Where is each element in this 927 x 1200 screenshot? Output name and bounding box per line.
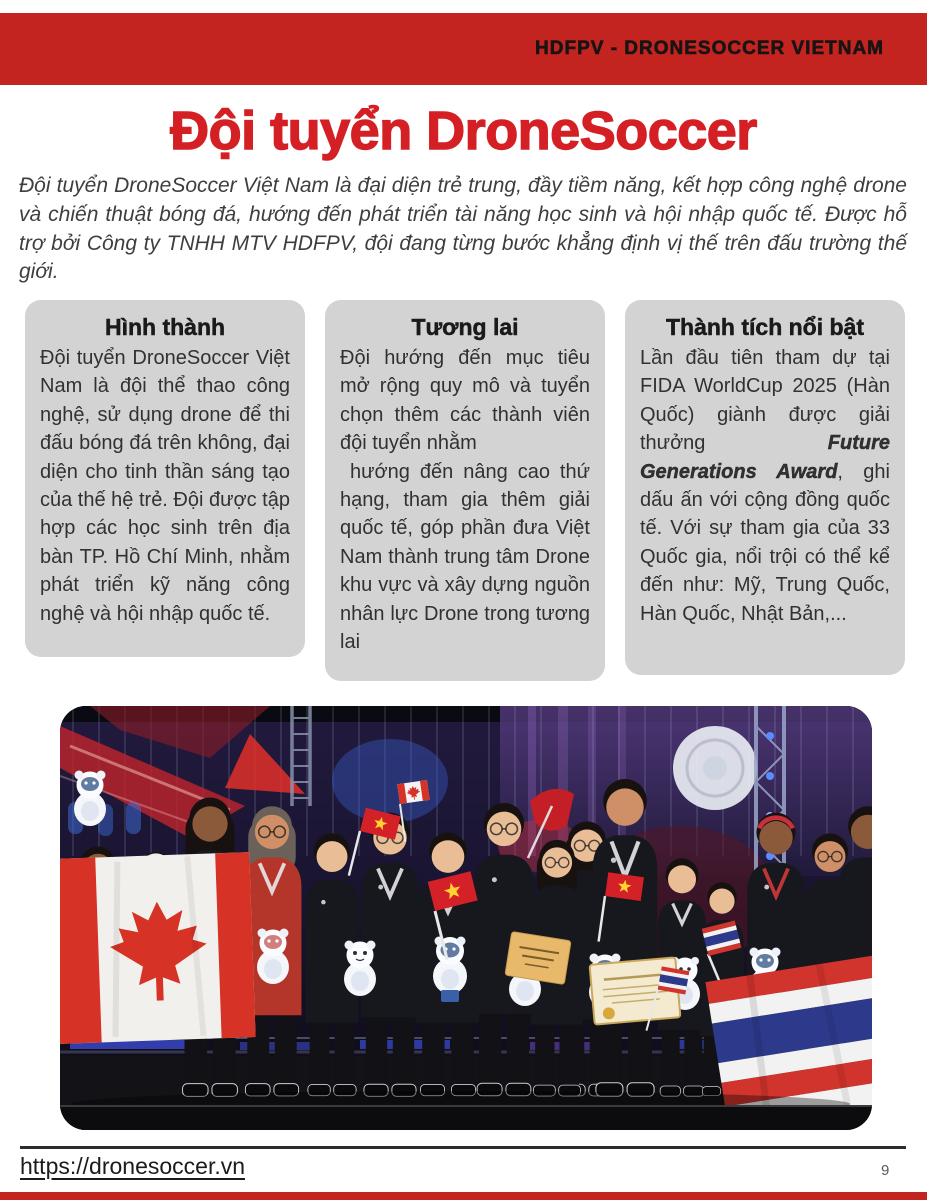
award-name: Future Generations Award — [640, 432, 890, 483]
info-cards — [25, 300, 905, 681]
card-body-text: Lần đầu tiên tham dự tại FIDA WorldCup 2025 (Hàn Quốc) giành được giải thưởng — [640, 347, 890, 455]
page-number: 9 — [881, 1162, 890, 1179]
header-bar — [0, 13, 927, 85]
card-body-text: hướng đến nâng cao thứ hạng, tham gia thêm giải quốc tế, góp phần đưa Việt Nam thành trung tâm Drone khu vực và xây dựng nguồn nhân lực Drone trong tương lai — [340, 460, 596, 653]
card-thanh-tich — [625, 300, 905, 675]
card-hinh-thanh — [25, 300, 305, 657]
card-body — [340, 344, 596, 656]
card-title: Hình thành — [104, 314, 226, 340]
website-link[interactable]: https://dronesoccer.vn — [20, 1153, 246, 1179]
card-tuong-lai — [325, 300, 605, 681]
card-body-text: Đội hướng đến mục tiêu mở rộng quy mô và tuyển chọn thêm các thành viên đội tuyển nhằm — [340, 347, 590, 455]
page-title: Đội tuyển DroneSoccer — [170, 101, 757, 161]
card-body — [640, 344, 890, 628]
canada-flag — [60, 852, 256, 1045]
stage-edge — [60, 1106, 872, 1130]
brand-text: HDFPV - DRONESOCCER VIETNAM — [535, 38, 884, 59]
footer-divider — [20, 1146, 906, 1149]
team-photo — [60, 706, 872, 1130]
bottom-bar — [0, 1192, 927, 1200]
intro-paragraph: Đội tuyển DroneSoccer Việt Nam là đại diện trẻ trung, đầy tiềm năng, kết hợp công nghệ drone và chiến thuật bóng đá, hướng đến phát triển tài năng học sinh và hội nhập quốc tế. Được hỗ trợ bởi Công ty TNHH MTV HDFPV, đội đang từng bước khẳng định vị thế trên đấu trường thế giới. — [19, 174, 907, 284]
card-body-text: , ghi dấu ấn với cộng đồng quốc tế. Với sự tham gia của 33 Quốc gia, nổi trội có thể kể đến như: Mỹ, Trung Quốc, Hàn Quốc, Nhật Bản,... — [640, 460, 890, 625]
card-body: Đội tuyển DroneSoccer Việt Nam là đội thể thao công nghệ, sử dụng drone để thi đấu bóng đá trên không, đại diện cho tinh thần sáng tạo của thế hệ trẻ. Đội được tập hợp các học sinh trên địa bàn TP. Hồ Chí Minh, nhằm phát triển kỹ năng công nghệ và hội nhập quốc tế. — [40, 347, 290, 625]
card-title: Tương lai — [411, 314, 519, 340]
card-title: Thành tích nổi bật — [665, 314, 865, 340]
